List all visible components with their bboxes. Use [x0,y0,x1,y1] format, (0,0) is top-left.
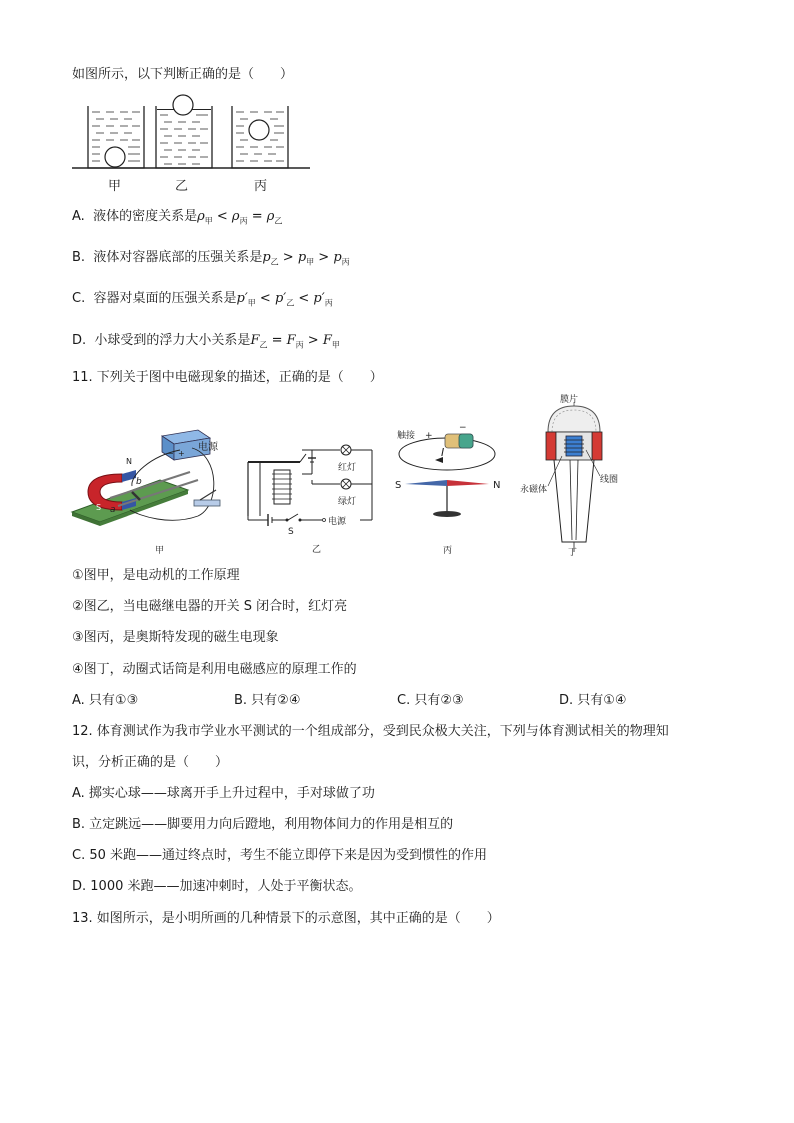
fig-yi-power-label: 电源 [328,517,347,527]
fig-jia-a-label: a [110,505,116,515]
q11-figure-ding [518,392,628,557]
q12-stem-line2: 识，分析正确的是（ ） [72,755,229,770]
fig-ding-membrane: 膜片 [560,395,579,405]
container-jia [88,106,144,168]
q10-option-c: C. 容器对桌面的压强关系是$p'_甲 < p'_乙 < p'_丙$ [72,291,333,308]
fig-jia-minus: − [167,449,174,458]
q12-option-d: D. 1000 米跑——加速冲刺时，人处于平衡状态。 [72,879,362,894]
fig-jia-b-label: b [136,477,142,487]
fig-bing-plus: + [425,431,433,441]
fig-ding-coil: 线圈 [600,475,619,485]
q12-stem-line1: 12. 体育测试作为我市学业水平测试的一个组成部分，受到民众极大关注，下列与体育测试相关的物理知 [72,724,669,739]
q10-option-d: D. 小球受到的浮力大小关系是$F_乙 = F_丙 > F_甲$ [72,333,340,350]
q11-figure-bing [395,424,505,556]
fig-jia-n-label: N [126,457,132,466]
fig-bing-current: I [441,446,445,459]
fig-yi-red-lamp: 红灯 [338,463,357,473]
q11-option-a: A. 只有①③ [72,693,139,708]
q11-statement-1: ①图甲，是电动机的工作原理 [72,568,240,583]
fig-jia-plus: + [178,449,185,458]
q13-stem: 13. 如图所示，是小明所画的几种情景下的示意图，其中正确的是（ ） [72,911,500,926]
q10-figure [70,94,320,200]
fig-jia-label: 甲 [155,546,165,556]
q11-stem: 11. 下列关于图中电磁现象的描述，正确的是（ ） [72,370,383,385]
container-yi [156,95,212,168]
container-bing [232,106,288,168]
q11-figure-yi [240,440,380,555]
q11-statement-2: ②图乙，当电磁继电器的开关 S 闭合时，红灯亮 [72,599,348,614]
q11-option-d: D. 只有①④ [559,693,627,708]
q10-stem: 如图所示，以下判断正确的是（ ） [72,67,294,82]
q11-statement-4: ④图丁，动圈式话筒是利用电磁感应的原理工作的 [72,662,357,677]
fig-bing-n: N [493,480,501,491]
q11-option-b: B. 只有②④ [234,693,301,708]
fig-yi-label: 乙 [312,545,322,555]
q10-option-a: A. 液体的密度关系是$\rho_甲 < \rho_丙 = \rho_乙$ [72,209,283,226]
fig-ding-label: 丁 [568,548,578,557]
fig-bing-contact: 触接 [397,431,416,441]
q12-option-c: C. 50 米跑——通过终点时，考生不能立即停下来是因为受到惯性的作用 [72,848,488,863]
fig-bing-label: 丙 [443,546,453,556]
q11-figure-jia [70,426,240,556]
fig-bing-minus: − [459,424,467,433]
fig-jia-power-label: 电源 [198,442,218,453]
fig-jia-s-label: S [96,503,102,512]
fig-ding-magnet: 永磁体 [520,485,548,495]
q11-statement-3: ③图丙，是奥斯特发现的磁生电现象 [72,630,279,645]
q12-option-a: A. 掷实心球——球离开手上升过程中，手对球做了功 [72,786,375,801]
q12-option-b: B. 立定跳远——脚要用力向后蹬地，利用物体间力的作用是相互的 [72,817,454,832]
fig-yi-switch-label: S [288,527,294,537]
q11-option-c: C. 只有②③ [397,693,464,708]
q10-fig-label-yi: 乙 [175,179,189,194]
fig-bing-s: S [395,480,402,491]
q10-fig-label-bing: 丙 [254,179,268,194]
q10-fig-label-jia: 甲 [108,179,122,194]
fig-yi-green-lamp: 绿灯 [338,497,357,507]
q10-option-b: B. 液体对容器底部的压强关系是$p_乙 > p_甲 > p_丙$ [72,250,350,267]
